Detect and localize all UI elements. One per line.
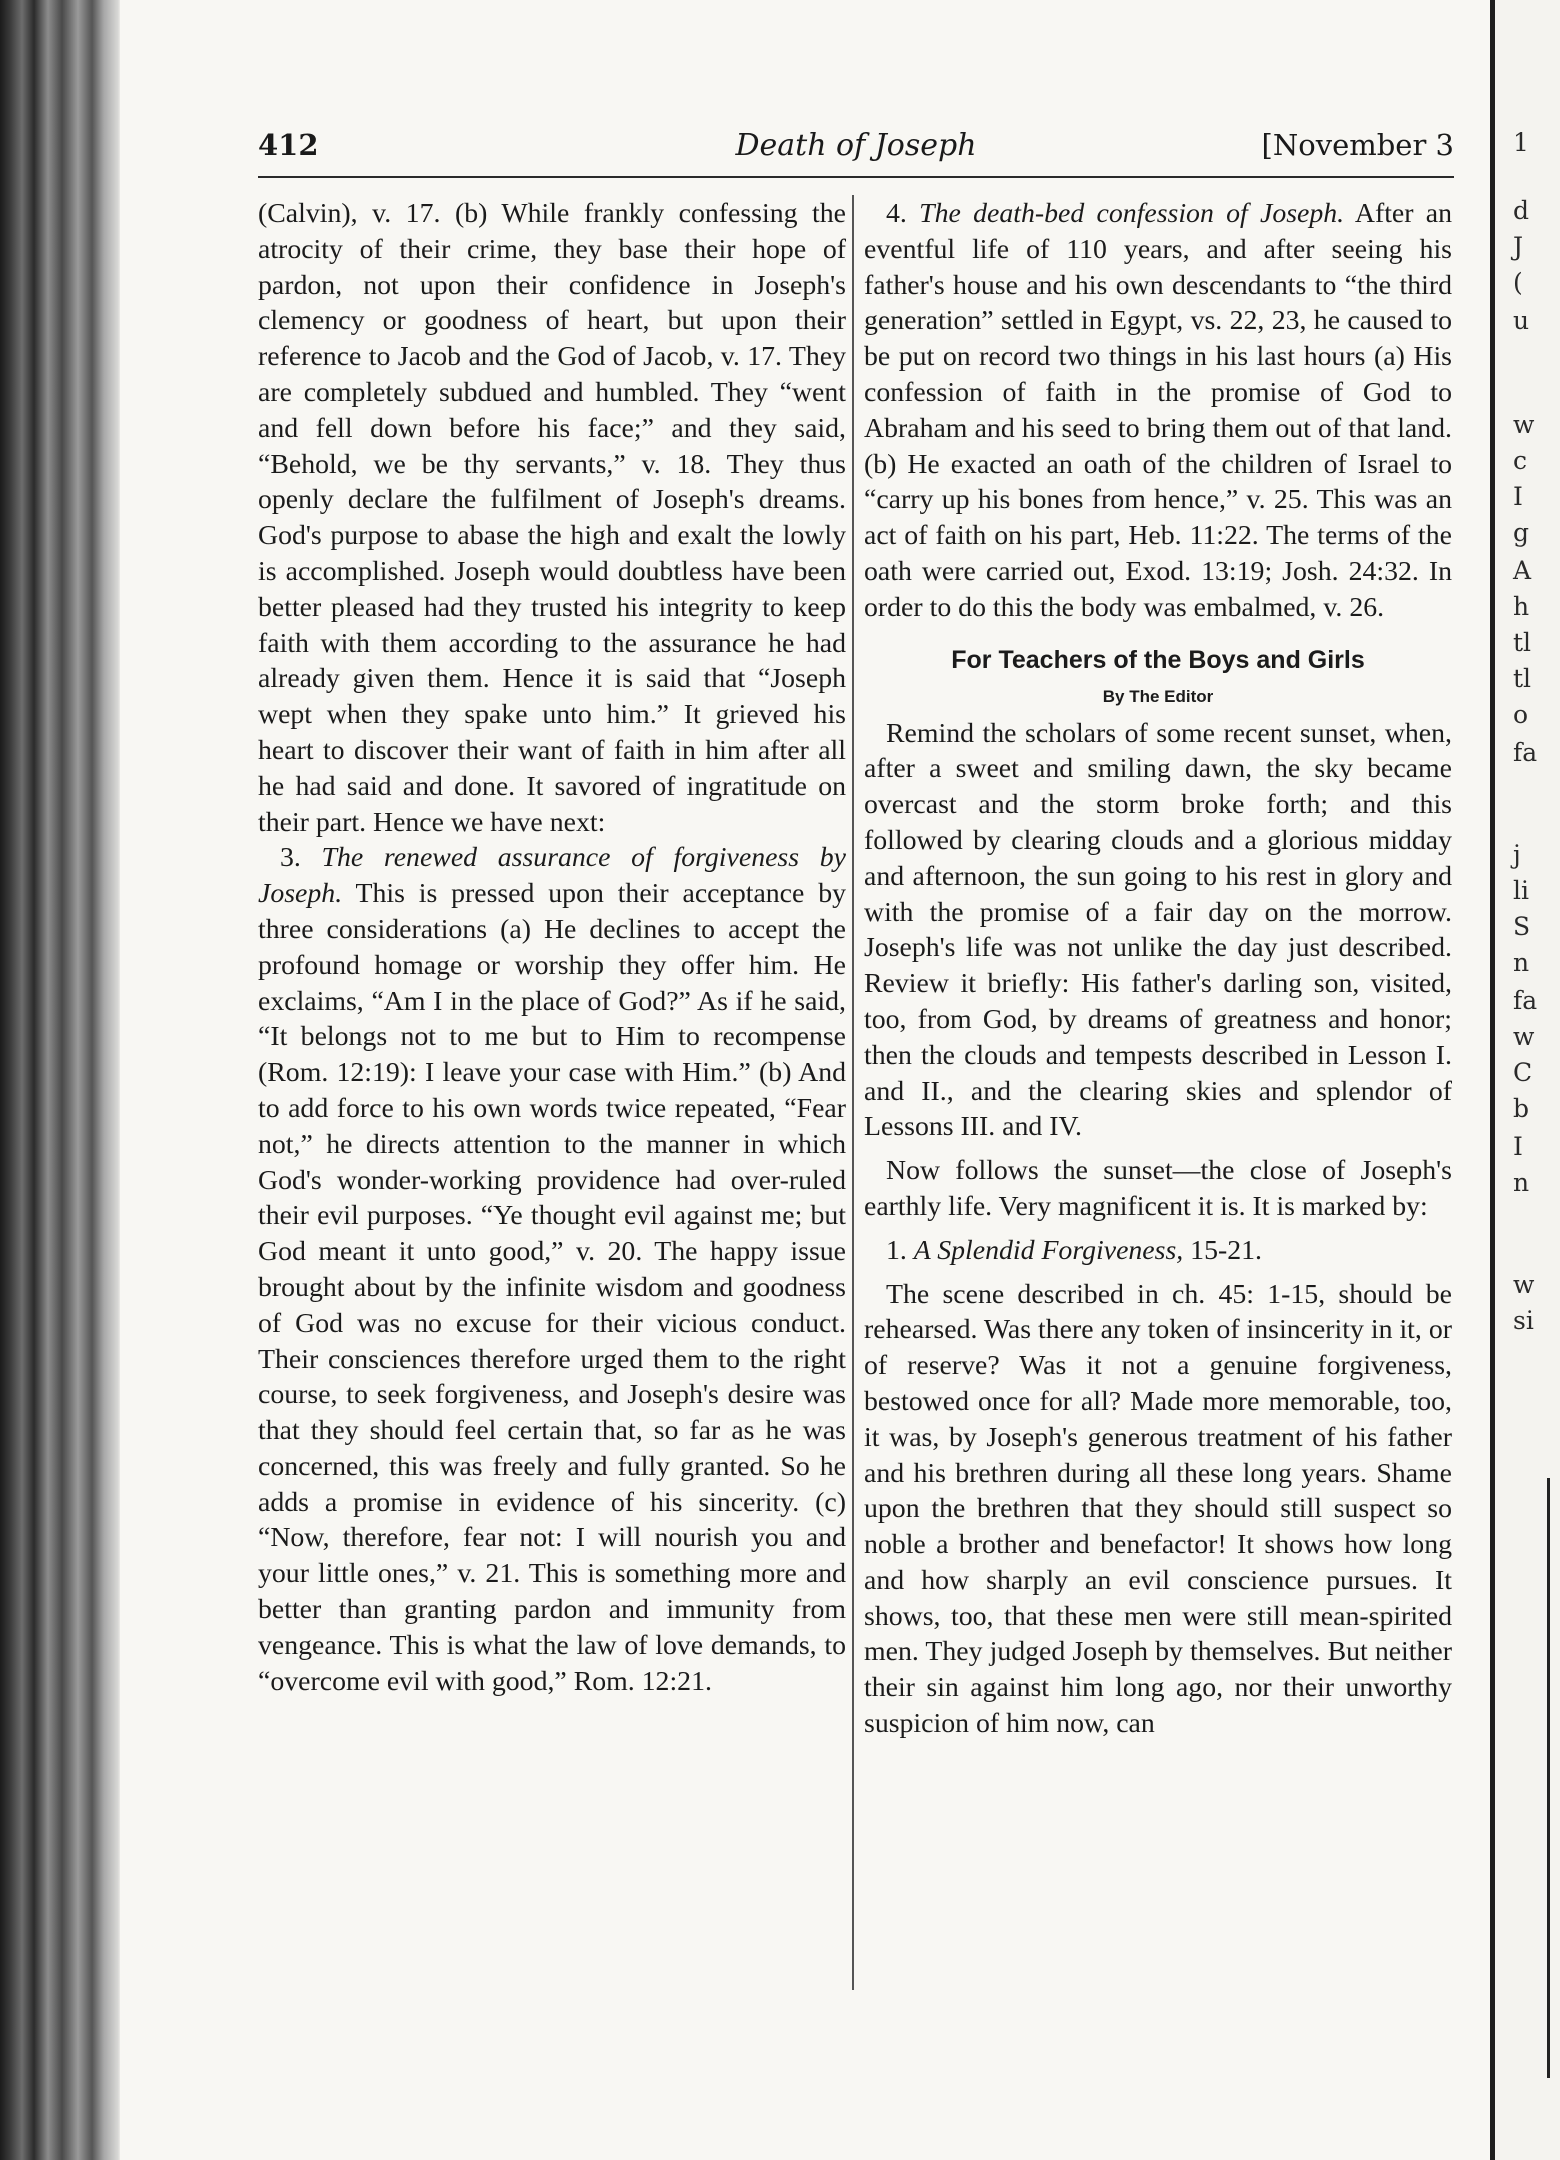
adjacent-page-letter: 1 [1513,128,1529,157]
teachers-section-body [864,716,1452,1742]
adjacent-page-letter: w [1513,410,1535,439]
adjacent-page-letter: tl [1513,628,1532,657]
adjacent-page-letter: ( [1513,268,1523,297]
left-column [258,196,846,1699]
adjacent-page-letter: j [1513,840,1521,869]
adjacent-page-letter: o [1513,700,1529,729]
adjacent-page-letter: h [1513,592,1530,621]
adjacent-page-letter: fa [1513,738,1538,767]
page-number: 412 [258,128,319,162]
paragraph-text: This is pressed upon their acceptance by three considerations (a) He declines to accept the profound homage or worship they offer him. He exclaims, “Am I in the place of God?” As if he said, “It belongs not to me but to Him to recompense (Rom. 12:19): I leave your case with Him.” (b) And to add force to his own words twice repeated, “Fear not,” he directs attention to the manner in which God's wonder-working providence had over-ruled their evil purposes. “Ye thought evil against me; but God meant it unto good,” v. 20. The happy issue brought about by the infinite wisdom and goodness of God was no excuse for their vicious conduct. Their consciences therefore urged them to the right course, to seek forgiveness, and Joseph's desire was that they should feel certain that, so far as he was concerned, this was freely and fully granted. So he adds a promise in evidence of his sincerity. (c) “Now, therefore, fear not: I will nourish you and your little ones,” v. 21. This is something more and better than granting pardon and immunity from vengeance. This is what the law of love demands, to “overcome evil with good,” Rom. 12:21. [258,878,846,1697]
adjacent-page-letter: I [1513,1132,1523,1161]
byline: By The Editor [1102,686,1214,706]
paragraph-text: The scene described in ch. 45: 1-15, should be rehearsed. Was there any token of insincerity in it, or of reserve? Was it not a genuine forgiveness, bestowed once for all? Made more memorable, too, it was, by Joseph's generous treatment of his father and his brethren during all these long years. Shame upon the brethren that they should still suspect so noble a brother and benefactor! It shows how long and how sharply an evil conscience pursues. It shows, too, that these men were still mean-spirited men. They judged Joseph by themselves. But neither their sin against him long ago, nor their unworthy suspicion of him now, can [864,1278,1452,1740]
adjacent-page-letter: S [1513,912,1531,941]
adjacent-page-letter: g [1513,518,1530,547]
right-column [864,196,1452,1742]
paragraph-text: 1. [886,1234,914,1266]
paragraph-text: 15-21. [1183,1234,1262,1266]
section-heading: For Teachers of the Boys and Girls [951,645,1365,674]
paragraph-text: After an eventful life of 110 years, and after seeing his father's house and his own descendants to “the third generation” settled in Egypt, vs. 22, 23, he caused to be put on record two things in his last hours (a) His confession of faith in the promise of God to Abraham and his seed to bring them out of that land. (b) He exacted an oath of the children of Israel to “carry up his bones from hence,” v. 25. This was an act of faith on his part, Heb. 11:22. The terms of the oath were carried out, Exod. 13:19; Josh. 24:32. In order to do this the body was embalmed, v. 26. [864,198,1453,623]
adjacent-page-letter: c [1513,446,1528,475]
paragraph [864,716,1452,1146]
paragraph-text: (Calvin), v. 17. (b) While frankly confessing the atrocity of their crime, they base their hope of pardon, not upon their confidence in Joseph's clemency or goodness of heart, but upon their reference to Jacob and the God of Jacob, v. 17. They are completely subdued and humbled. They “went and fell down before his face;” and they said, “Behold, we be thy servants,” v. 18. They thus openly declare the fulfilment of Joseph's dreams. God's purpose to abase the high and exalt the lowly is accomplished. Joseph would doubtless have been better pleased had they trusted his integrity to keep faith with them according to the assurance he had already given them. Hence it is said that “Joseph wept when they spake unto him.” It grieved his heart to discover their want of faith in him after all he had said and done. It savored of ingratitude on their part. Hence we have next: [258,198,846,838]
paragraph [258,840,846,1699]
adjacent-page-letter: w [1513,1270,1535,1299]
paragraph [258,196,846,840]
paragraph-text: 4. [886,198,920,229]
italic-heading-text: The death-bed confession of Joseph. [919,198,1345,229]
adjacent-page-letter: u [1513,306,1530,335]
adjacent-page-letter: n [1513,1168,1530,1197]
italic-heading-text: A Splendid Forgiveness, [913,1234,1184,1266]
paragraph [864,1277,1452,1742]
running-title: Death of Joseph [735,128,977,163]
adjacent-page-box [1547,1478,1560,2078]
paragraph-text: Remind the scholars of some recent sunset, when, after a sweet and smiling dawn, the sky became overcast and the storm broke forth; and this followed by clearing clouds and a glorious midday and afternoon, the sun going to his rest in glory and with the promise of a fair day on the morrow. Joseph's life was not unlike the day just described. Review it briefly: His father's darling son, visited, too, from God, by dreams of greatness and honor; then the clouds and tempests described in Lesson I. and II., and the clearing skies and splendor of Lessons III. and IV. [864,717,1452,1143]
adjacent-page-letter: tl [1513,664,1532,693]
adjacent-page-letter: li [1513,876,1529,905]
book-binding-gutter [0,0,120,2160]
header-rule [258,176,1454,178]
paragraph-text: Now follows the sunset—the close of Joseph's earthly life. Very magnificent it is. It is marked by: [864,1155,1452,1222]
paragraph [864,1233,1452,1269]
italic-heading-text: The renewed assurance of forgiveness by Joseph. [258,842,847,910]
adjacent-page-letter: C [1513,1058,1533,1087]
adjacent-page-letter: si [1513,1306,1534,1335]
adjacent-page-letter: A [1513,556,1532,585]
adjacent-page-letter: n [1513,948,1530,977]
adjacent-page-letter: b [1513,1094,1530,1123]
paragraph [864,1153,1452,1225]
adjacent-page-edge [1490,0,1560,2160]
adjacent-page-letter: I [1513,482,1523,511]
issue-date: [November 3 [1261,128,1454,162]
paragraph-text: 3. [280,842,322,874]
paragraph-death-bed-confession [864,196,1452,626]
adjacent-page-letter: w [1513,1022,1535,1051]
adjacent-page-letter: J [1513,232,1524,261]
column-divider [852,195,854,1990]
adjacent-page-letter: d [1513,196,1530,225]
page-header [258,128,1454,172]
adjacent-page-letter: fa [1513,986,1538,1015]
